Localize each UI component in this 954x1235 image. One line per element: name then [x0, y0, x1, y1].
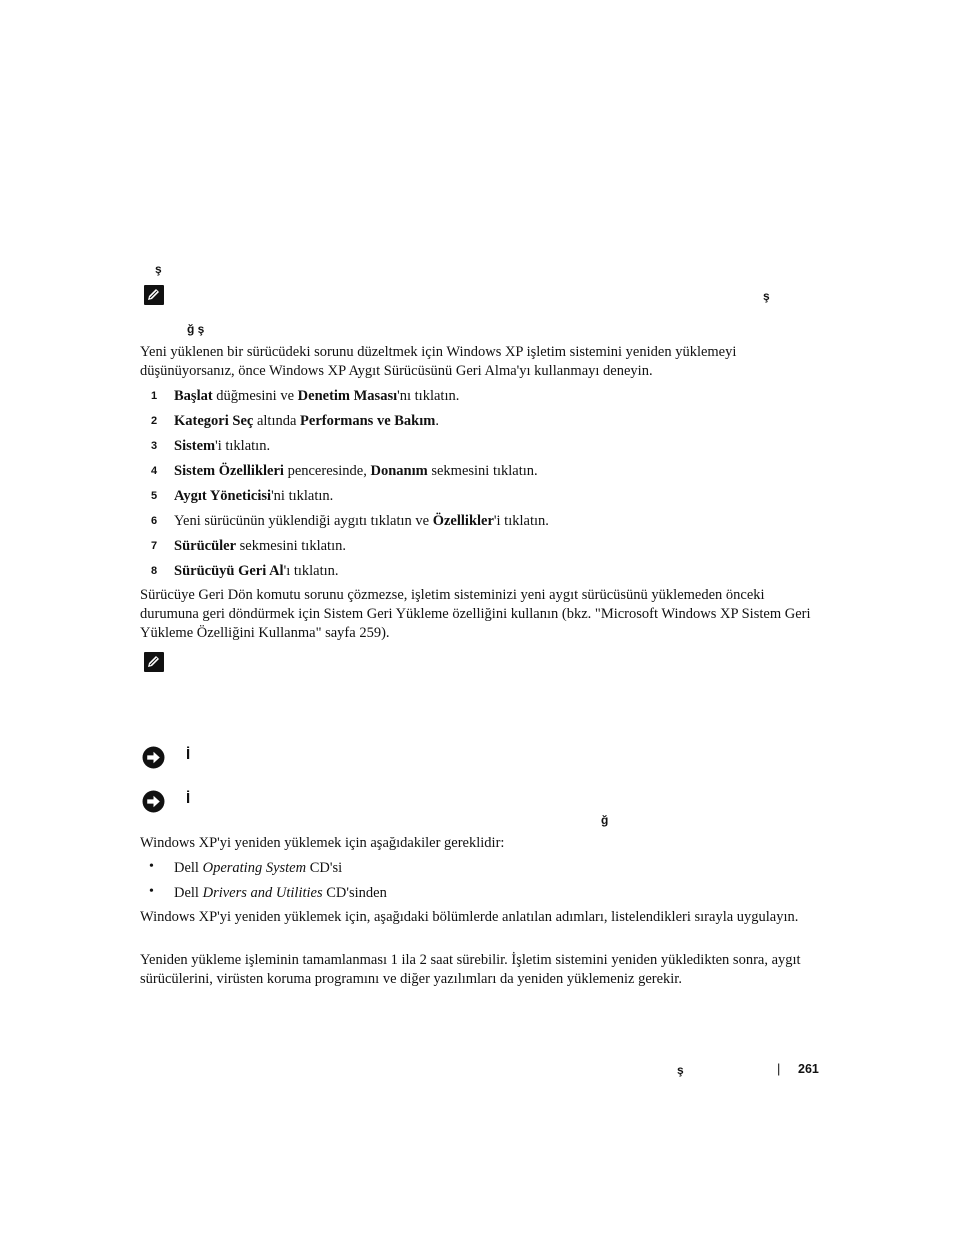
step-emphasis: Sistem — [174, 438, 216, 454]
step-emphasis: Aygıt Yöneticisi — [174, 488, 272, 504]
notice-trailing-fragment: ğ — [601, 813, 609, 827]
step-number: 8 — [151, 565, 158, 577]
step-plain: altında — [253, 413, 301, 429]
step-plain: 'i tıklatın. — [215, 438, 271, 454]
order-paragraph: Windows XP'yi yeniden yüklemek için, aşağıdaki bölümlerde anlatılan adımları, listelendikleri sırayla uygulayın. — [140, 909, 799, 925]
step-emphasis: Performans ve Bakım — [300, 413, 436, 429]
step-number: 2 — [151, 415, 158, 427]
step-plain: penceresinde, — [283, 463, 371, 479]
step-text — [174, 487, 333, 506]
step-emphasis: Sürücüyü Geri Al — [174, 563, 284, 579]
step-number: 7 — [151, 540, 158, 552]
note-pencil-icon — [144, 652, 164, 672]
note-fragment: ş — [763, 289, 770, 303]
step-emphasis: Kategori Seç — [174, 413, 254, 429]
step-emphasis: Donanım — [370, 463, 428, 479]
step-number: 5 — [151, 490, 158, 502]
rollback-paragraph: Sürücüye Geri Dön komutu sorunu çözmezse, işletim sisteminizi yeni aygıt sürücüsünü yüklemeden önceki durumuna geri döndürmek için Sistem Geri Yükleme özelliğini kullanın (bkz. "Microsoft Windows XP Sistem Geri Yükleme Özelliğini Kullanma" sayfa 259). — [140, 587, 811, 641]
step-plain: 'i tıklatın. — [493, 513, 549, 529]
step-emphasis: Sistem Özellikleri — [174, 463, 284, 479]
step-plain: düğmesini ve — [212, 388, 298, 404]
footer-fragment: ş — [677, 1063, 684, 1077]
footer-separator: | — [777, 1061, 781, 1076]
step-plain: 'ı tıklatın. — [283, 563, 339, 579]
step-plain: 'ni tıklatın. — [271, 488, 334, 504]
step-text — [174, 537, 346, 556]
step-text — [174, 562, 339, 581]
step-number: 4 — [151, 465, 158, 477]
notice-arrow-icon — [142, 746, 165, 769]
page-number: 261 — [798, 1062, 819, 1076]
requirement-item: Dell Operating System CD'si — [174, 860, 343, 876]
requirements-intro: Windows XP'yi yeniden yüklemek için aşağıdakiler gereklidir: — [140, 835, 505, 851]
duration-paragraph: Yeniden yükleme işleminin tamamlanması 1 ila 2 saat sürebilir. İşletim sistemini yeniden yükledikten sonra, aygıt sürücülerini, virüsten koruma programını ve diğer yazılımları da yeniden yüklemeniz gerekir. — [140, 952, 801, 987]
notice-fragment: İ — [186, 746, 191, 763]
bullet: • — [149, 884, 154, 899]
step-text — [174, 387, 459, 406]
step-emphasis: Özellikler — [432, 513, 494, 529]
bullet: • — [149, 859, 154, 874]
notice-arrow-icon — [142, 790, 165, 813]
intro-paragraph: Yeni yüklenen bir sürücüdeki sorunu düzeltmek için Windows XP işletim sistemini yeniden yüklemeyi düşünüyorsanız, önce Windows XP Aygıt Sürücüsünü Geri Alma'yı kullanmayı deneyin. — [140, 344, 737, 379]
step-plain: sekmesini tıklatın. — [236, 538, 346, 554]
requirement-item: Dell Drivers and Utilities CD'sinden — [174, 885, 387, 901]
step-plain: sekmesini tıklatın. — [427, 463, 538, 479]
step-text — [174, 412, 439, 431]
step-emphasis: Başlat — [174, 388, 213, 404]
step-text — [174, 512, 549, 531]
step-emphasis: Sürücüler — [174, 538, 237, 554]
note-pencil-icon — [144, 285, 164, 305]
step-text — [174, 437, 270, 456]
step-number: 3 — [151, 440, 158, 452]
note-fragment-line: ğ ş — [187, 322, 205, 336]
step-plain: 'nı tıklatın. — [397, 388, 460, 404]
step-plain: . — [435, 413, 439, 429]
step-number: 6 — [151, 515, 158, 527]
notice-fragment: İ — [186, 790, 191, 807]
step-number: 1 — [151, 390, 158, 402]
step-emphasis: Denetim Masası — [297, 388, 398, 404]
step-text — [174, 462, 538, 481]
step-plain: Yeni sürücünün yüklendiği aygıtı tıklatın ve — [174, 513, 433, 529]
section-heading-fragment: ş — [155, 262, 162, 276]
